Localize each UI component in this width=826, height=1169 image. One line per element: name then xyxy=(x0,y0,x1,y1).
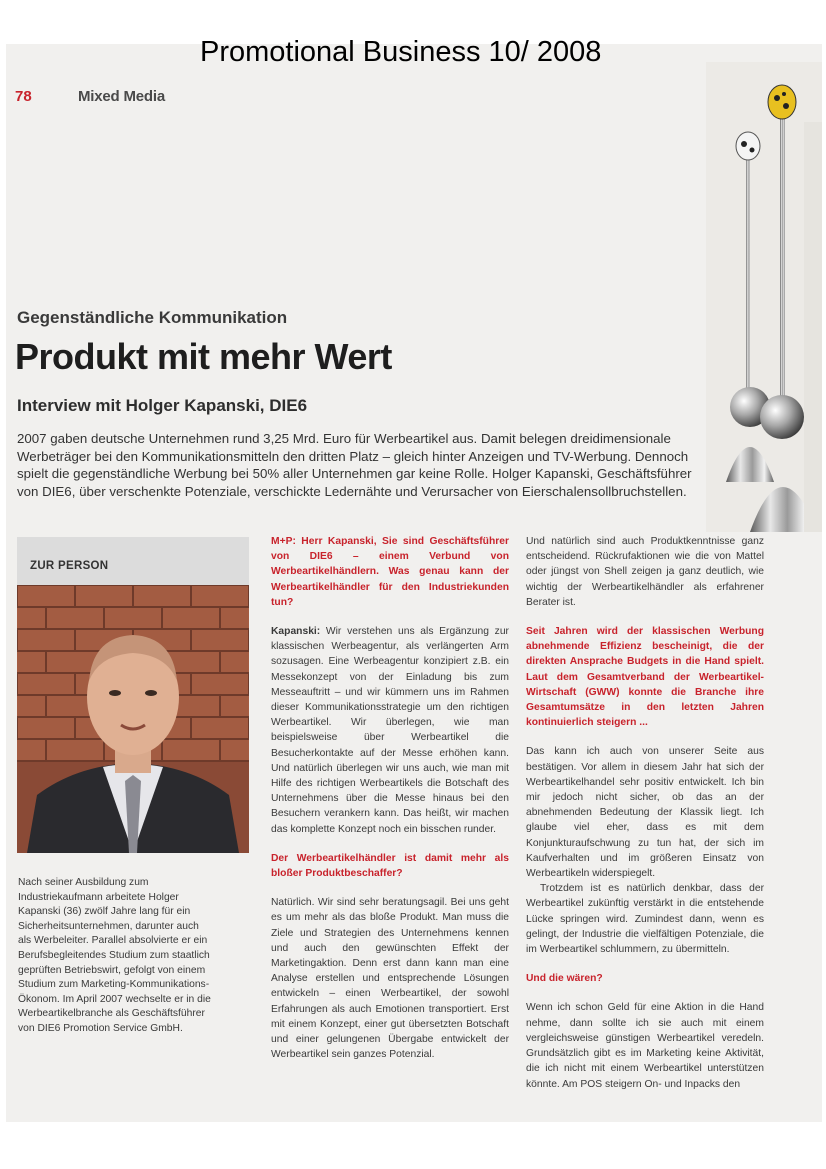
answer-speaker: Kapanski: xyxy=(271,626,321,638)
answer-3-continued: Trotzdem ist es natürlich denkbar, dass der Werbeartikel zukünftig verstärkt in die entstehende Lücke springen wird. Zumindest dann, wenn es gelingt, der Industrie die vielfältigen Potenziale, die im Werbeartikel schlummern, zu übermitteln. xyxy=(526,883,764,956)
article-lead: 2007 gaben deutsche Unternehmen rund 3,25 Mrd. Euro für Werbeartikel aus. Damit belegen dreidimensionale Werbeträger bei den Kommunikationsmitteln den dritten Platz – gleich hinter Anzeigen und TV-Werbung. Dennoch spielt die gegenständliche Werbung bei 50% aller Unternehmen gar keine Rolle. Holger Kapanski, Geschäftsführer von DIE6, über verschenkte Potenziale, verschickte Ledernähte und Verursacher von Eierschalensollbruchstellen. xyxy=(17,431,692,499)
article-headline: Produkt mit mehr Wert xyxy=(15,336,392,377)
egg-cup-product-photo xyxy=(706,62,822,532)
portrait-photo xyxy=(17,585,249,853)
interview-column-1 xyxy=(271,534,509,1077)
question-3: Seit Jahren wird der klassischen Werbung abnehmende Effizienz bescheinigt, die der direkten Ansprache Budgets in die Hand spielt. Laut dem Gesamtverband der Werbeartikel-Wirtschaft (GWW) konnte die Branche ihre Gesamtumsätze in den letzten Jahren kontinuierlich steigern ... xyxy=(526,626,764,729)
answer-2: Natürlich. Wir sind sehr beratungsagil. Bei uns geht es um mehr als das bloße Produkt. Man muss die Ziele und Strategien des Unternehmens kennen und auch den gewünschten Effekt der Marketingaktion. Denn erst dann kann man eine Analyse erstellen und entsprechende Lösungen entwickeln – einen Werbeartikel, der sowohl Erfahrungen als auch Emotionen transportiert. Erst mit einem Konzept, einer gut übersetzten Botschaft und einer gelungenen Übergabe entwickelt der Werbeartikel sein ganzes Potenzial. xyxy=(271,897,509,1061)
interview-column-2 xyxy=(526,534,764,1106)
article-kicker: Gegenständliche Kommunikation xyxy=(17,308,288,327)
question-2: Der Werbeartikelhändler ist damit mehr als bloßer Produktbeschaffer? xyxy=(271,852,509,880)
person-bio: Nach seiner Ausbildung zum Industriekaufmann arbeitete Holger Kapanski (36) zwölf Jahre lang für ein Sicherheitsunternehmen, darunter auch als Werbeleiter. Parallel absolvierte er ein Berufsbegleitendes Studium zum staatlich geprüften Betriebswirt, gefolgt von einem Studium zum Marketing-Kommunikations-Ökonom. Im April 2007 wechselte er in die Werbeartikelbranche als Geschäftsführer von DIE6 Promotion Service GmbH. xyxy=(18,877,211,1034)
answer-2-continued: Und natürlich sind auch Produktkenntnisse ganz entscheidend. Rückrufaktionen wie die von Mattel oder jüngst von Shell zeigen ja ganz deutlich, wie wichtig der Werbeartikelhändler als erfahrener Berater ist. xyxy=(526,536,764,608)
question-4: Und die wären? xyxy=(526,973,603,985)
answer-1-text: Wir verstehen uns als Ergänzung zur klassischen Werbeagentur, als verlängerten Arm sozusagen. Eine Werbeagentur konzipiert z.B. ein Messekonzept von der Einladung bis zum Messeauftritt – und wir kümmern uns im Rahmen dieser Kommunikationsstrategie um den richtigen Werbeartikel. Wir überlegen, wie man beispielsweise über Werbeartikel die Besucherkontakte auf der Messe erhöhen kann. Und natürlich überlegen wir uns auch, wie man mit Hilfe des richtigen Werbeartikels die Botschaft des Unternehmens über die Messe hinaus bei den Besuchern verankern kann. Das heißt, wir machen das komplette Konzept noch ein bisschen runder. xyxy=(271,626,509,835)
answer-4: Wenn ich schon Geld für eine Aktion in die Hand nehme, dann sollte ich sie auch mit einem vergleichsweise günstigen Werbeartikel veredeln. Grundsätzlich gibt es im Marketing keine Aktivität, die ich nicht mit einem Werbeartikel unterstützen könnte. Am POS steigern On- und Inpacks den xyxy=(526,1002,764,1090)
article-subhead: Interview mit Holger Kapanski, DIE6 xyxy=(17,396,308,415)
answer-3: Das kann ich auch von unserer Seite aus bestätigen. Vor allem in diesem Jahr hat sich der Werbeartikelhandel sehr positiv entwickelt. Ich bin mir jedoch nicht sicher, ob das an der abnehmenden Bedeutung der Klassik liegt. Ich glaube viel eher, dass es mit dem Konjunkturaufschwung zu tun hat, der sich im Kaufverhalten und im größeren Einsatz von Werbeartikeln widerspiegelt. xyxy=(526,746,764,880)
question-1: M+P: Herr Kapanski, Sie sind Geschäftsführer von DIE6 – einem Verbund von Werbeartikelhändlern. Was genau kann der Werbeartikelhändler für den Industriekunden tun? xyxy=(271,536,509,608)
sidebar-label: ZUR PERSON xyxy=(30,560,109,572)
section-label: Mixed Media xyxy=(78,88,165,105)
magazine-page xyxy=(6,44,822,1122)
publication-title: Promotional Business 10/ 2008 xyxy=(200,36,602,68)
page-number: 78 xyxy=(15,88,32,105)
answer-1 xyxy=(271,624,509,837)
